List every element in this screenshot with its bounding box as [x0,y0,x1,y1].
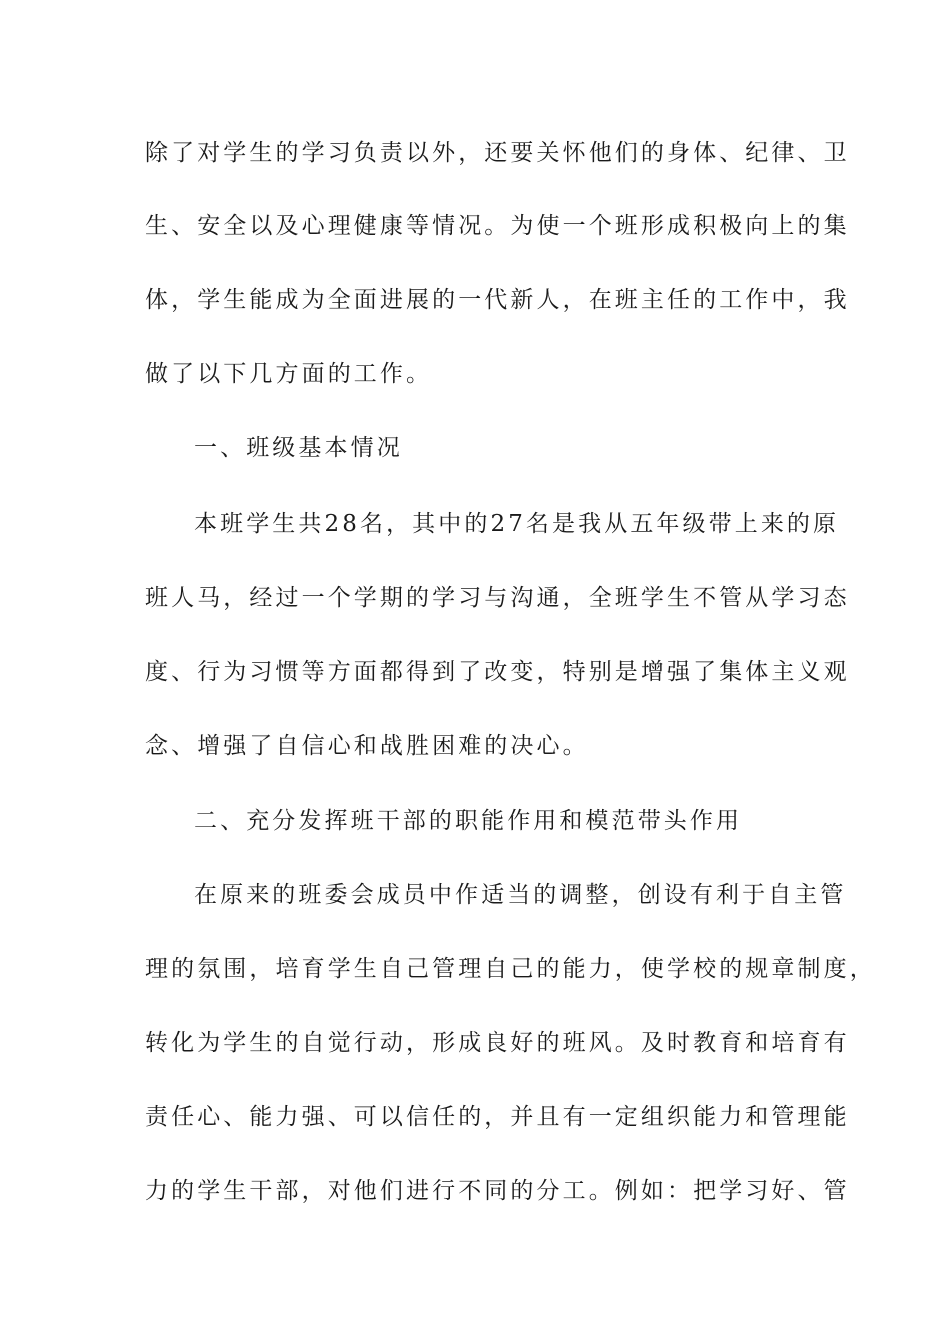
paragraph-line: 除了对学生的学习负责以外，还要关怀他们的身体、纪律、卫 [145,140,850,166]
paragraph-line: 本班学生共28名，其中的27名是我从五年级带上来的原 [194,511,840,537]
paragraph-line: 在原来的班委会成员中作适当的调整，创设有利于自主管 [194,882,847,908]
paragraph-line: 体，学生能成为全面进展的一代新人，在班主任的工作中，我 [145,287,850,313]
paragraph-line: 做了以下几方面的工作。 [145,361,433,387]
paragraph-line: 理的氛围，培育学生自己管理自己的能力，使学校的规章制度， [145,956,876,982]
section-heading: 一、班级基本情况 [194,435,403,461]
paragraph-line: 力的学生干部，对他们进行不同的分工。例如：把学习好、管 [145,1178,850,1204]
paragraph-line: 生、安全以及心理健康等情况。为使一个班形成积极向上的集 [145,213,850,239]
paragraph-line: 责任心、能力强、可以信任的，并且有一定组织能力和管理能 [145,1104,850,1130]
paragraph-line: 班人马，经过一个学期的学习与沟通，全班学生不管从学习态 [145,585,850,611]
paragraph-line: 转化为学生的自觉行动，形成良好的班风。及时教育和培育有 [145,1030,850,1056]
section-heading: 二、充分发挥班干部的职能作用和模范带头作用 [194,808,743,834]
paragraph-line: 度、行为习惯等方面都得到了改变，特别是增强了集体主义观 [145,659,850,685]
paragraph-line: 念、增强了自信心和战胜困难的决心。 [145,733,589,759]
